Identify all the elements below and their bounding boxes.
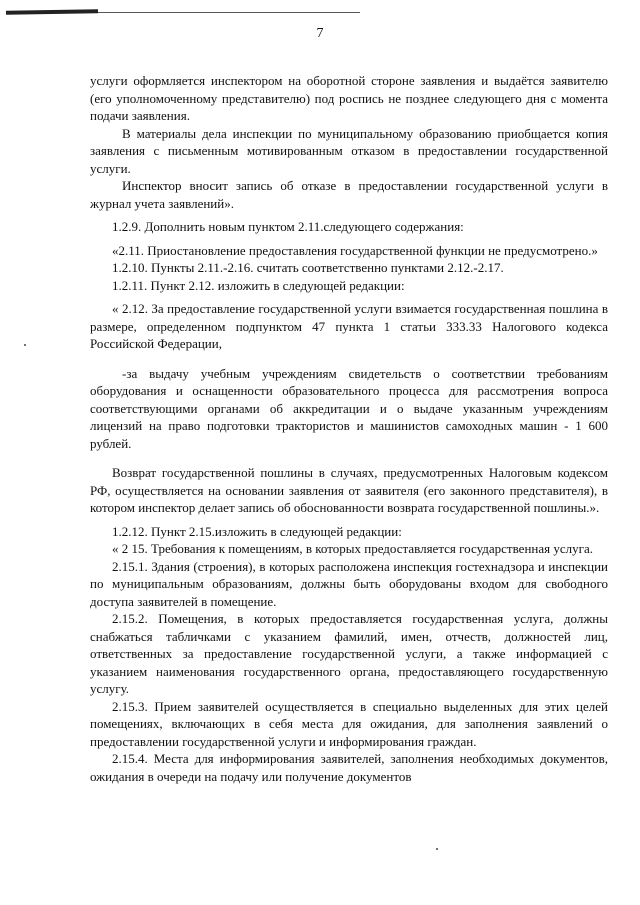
paragraph: 1.2.10. Пункты 2.11.-2.16. считать соответственно пунктами 2.12.-2.17. xyxy=(112,260,504,275)
paragraph: 2.15.1. Здания (строения), в которых расположена инспекция гостехнадзора и инспекции по муниципальным образованиям, должны быть оборудованы входом для свободного доступа заявителей в помещение. xyxy=(90,558,608,609)
paragraph: « 2 15. Требования к помещениям, в которых предоставляется государственная услуга. xyxy=(112,541,593,556)
scan-artifact-mark xyxy=(6,9,98,15)
paragraph: « 2.12. За предоставление государственной услуги взимается государственная пошлина в размере, определенном подпунктом 47 пункта 1 статьи 333.33 Налогового кодекса Российской Федерации, xyxy=(90,301,608,351)
paragraph: 2.15.2. Помещения, в которых предоставляется государственная услуга, должны снабжаться табличками с указанием фамилий, имен, отчеств, должностей лиц, ответственных за предоставление государственной услуги, а также информацией с указанием наименования государственного органа, предоставляющего государственную услугу. xyxy=(90,611,608,696)
paragraph: 1.2.9. Дополнить новым пунктом 2.11.следующего содержания: xyxy=(112,219,464,234)
scan-speck xyxy=(24,344,26,346)
scan-artifact-line xyxy=(98,12,360,13)
paragraph: «2.11. Приостановление предоставления государственной функции не предусмотрено.» xyxy=(112,242,598,258)
paragraph: В материалы дела инспекции по муниципальному образованию приобщается копия заявления с письменным мотивированным отказом в предоставлении государственной услуги. xyxy=(90,125,608,176)
paragraph: Инспектор вносит запись об отказе в предоставлении государственной услуги в журнал учета заявлений». xyxy=(90,178,608,211)
paragraph: 2.15.4. Места для информирования заявителей, заполнения необходимых документов, ожидания в очереди на подачу или получение документов xyxy=(90,751,608,784)
document-body xyxy=(90,72,608,785)
paragraph: Возврат государственной пошлины в случаях, предусмотренных Налоговым кодексом РФ, осуществляется на основании заявления от заявителя (его законного представителя), в котором инспектор делает запись об обоснованности возврата государственной пошлины.». xyxy=(90,465,608,515)
page-number: 7 xyxy=(316,26,324,41)
scan-speck xyxy=(436,848,438,850)
paragraph: 2.15.3. Прием заявителей осуществляется в специально выделенных для этих целей помещениях, включающих в себя места для ожидания, для заполнения заявлений о предоставлении государственной услуги и информирования граждан. xyxy=(90,698,608,749)
paragraph: услуги оформляется инспектором на оборотной стороне заявления и выдаётся заявителю (его уполномоченному представителю) под роспись не позднее следующего дня с момента подачи заявления. xyxy=(90,73,608,123)
paragraph: -за выдачу учебным учреждениям свидетельств о соответствии требованиям оборудования и оснащенности образовательного процесса для рассмотрения вопроса соответствующими органами об аккредитации и о выдаче указанным учреждениям лицензий на право подготовки трактористов и машинистов самоходных машин - 1 600 рублей. xyxy=(90,365,608,451)
paragraph: 1.2.11. Пункт 2.12. изложить в следующей редакции: xyxy=(112,277,405,293)
paragraph: 1.2.12. Пункт 2.15.изложить в следующей редакции: xyxy=(112,523,402,539)
